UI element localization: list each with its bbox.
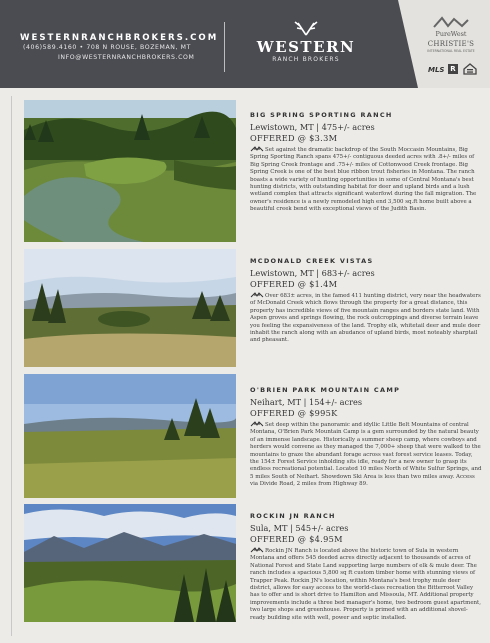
listing-title[interactable]: MCDONALD CREEK VISTAS (250, 257, 374, 265)
partner-sub: INTERNATIONAL REAL ESTATE (427, 49, 475, 53)
listing-location: Neihart, MT | 154+/- acres (250, 397, 363, 407)
listing-photo-4[interactable] (24, 504, 236, 622)
company-logo-sub: RANCH BROKERS (272, 56, 340, 63)
partner-brand: CHRISTIE'S (427, 40, 475, 48)
listing-price: OFFERED @ $995K (250, 408, 338, 418)
left-rule (11, 96, 12, 636)
listing-title[interactable]: ROCKIN JN RANCH (250, 512, 336, 520)
listing-location: Lewistown, MT | 683+/- acres (250, 268, 375, 278)
email-link[interactable]: INFO@WESTERNRANCHBROKERS.COM (58, 54, 195, 61)
listing-location: Sula, MT | 545+/- acres (250, 523, 349, 533)
listing-1 (250, 111, 482, 214)
mls-logo: MLS (428, 66, 445, 74)
listing-description: Set deep within the panoramic and idyllic Little Belt Mountains of central Montana, O'Brien Park Mountain Camp is a gem surrounded by the natural beauty of an immense landscape. Historically a summer sheep camp, where cowboys and herders would convene as they managed the 7,000+ sheep that were walked to the mountains to graze the abundant forage across vast forest service leases. Today, the 154± Forest Service inholding sits idle, ready for a new owner to grasp its endless recreational potential. Located 10 miles North of White Sulfur Springs, and 5 miles South of Neihart. Showdown Ski Area is less than two miles away. Access via Divide Road, 2 miles from Highway 89. (250, 422, 482, 488)
header-divider (224, 22, 225, 72)
flourish-icon (250, 292, 264, 298)
realtor-logo: R (448, 64, 458, 74)
listing-description: Rockin JN Ranch is located above the historic town of Sula in western Montana and offers 545 deeded acres directly adjacent to thousands of acres of National Forest and State Land supporting large numbers of elk & mule deer. The ranch includes a spacious 5,800 sq ft custom timber home with stunning views of Trapper Peak. Rockin JN's location, within Montana's best trophy mule deer district, allows for easy access to the world-class recreation the Bitterroot Valley has to offer and is short drive to Hamilton and Missoula, MT. Additional property improvements include a three bed manager's home, two bedroom guest apartment, two large shops and greenhouse. Property is primed with an additional shovel-ready building site with well, power and septic installed. (250, 548, 481, 621)
listing-price: OFFERED @ $4.95M (250, 534, 343, 544)
listing-title[interactable]: O'BRIEN PARK MOUNTAIN CAMP (250, 386, 401, 394)
listing-photo-1[interactable] (24, 100, 236, 242)
listing-location: Lewistown, MT | 475+/- acres (250, 122, 375, 132)
equal-housing-icon (463, 63, 477, 75)
partner-name: PureWest (435, 30, 467, 38)
listing-4 (250, 512, 482, 622)
purewest-logo-icon (430, 14, 472, 30)
phone-address: (406)589.4160 • 708 N ROUSE, BOZEMAN, MT (23, 44, 191, 51)
listing-price: OFFERED @ $1.4M (250, 279, 338, 289)
listing-photo-2[interactable] (24, 249, 236, 367)
listing-photo-3[interactable] (24, 374, 236, 498)
listing-description: Over 683± acres, in the famed 411 hunting district, very near the headwaters of McDonald Creek which flows through the property for a great distance, this property has incredible views of five mountain ranges and borders state land. With Aspen groves and springs flowing, the rock outcroppings and diverse terrain leave you feeling the expansiveness of the land. Trophy elk, whitetail deer and mule deer inhabit the ranch along with an abudance of upland birds, most noteably sharptail and pheasant. (250, 293, 481, 344)
flourish-icon (250, 547, 264, 553)
listing-2 (250, 257, 482, 345)
listing-title[interactable]: BIG SPRING SPORTING RANCH (250, 111, 393, 119)
flourish-icon (250, 421, 264, 427)
company-logo-name: WESTERN (256, 38, 356, 56)
antler-logo-icon (288, 20, 324, 36)
page-header (0, 0, 490, 88)
listing-price: OFFERED @ $3.3M (250, 133, 338, 143)
listing-description: Set against the dramatic backdrop of the South Moccasin Mountains, Big Spring Sporting Ranch spans 475+/- contiguous deeded acres with .8+/- miles of Big Spring Creek frontage and .75+/- miles of Cottonwood Creek frontage. Big Spring Creek is one of the best blue ribbon trout fisheries in Montana. The ranch boasts a wide variety of hunting opportunities in some of Central Montana's best hunting districts, with outstanding habitat for deer and upland birds and a lush wetland complex that attracts significant waterfowl during the fall migration. The owner's residence is a newly remodeled high end 3,500 sq.ft home built above a beautiful creek bend with exceptional views of the Judith Basin. (250, 147, 477, 213)
website-link[interactable]: WESTERNRANCHBROKERS.COM (20, 33, 219, 43)
flourish-icon (250, 146, 264, 152)
listing-3 (250, 386, 482, 489)
